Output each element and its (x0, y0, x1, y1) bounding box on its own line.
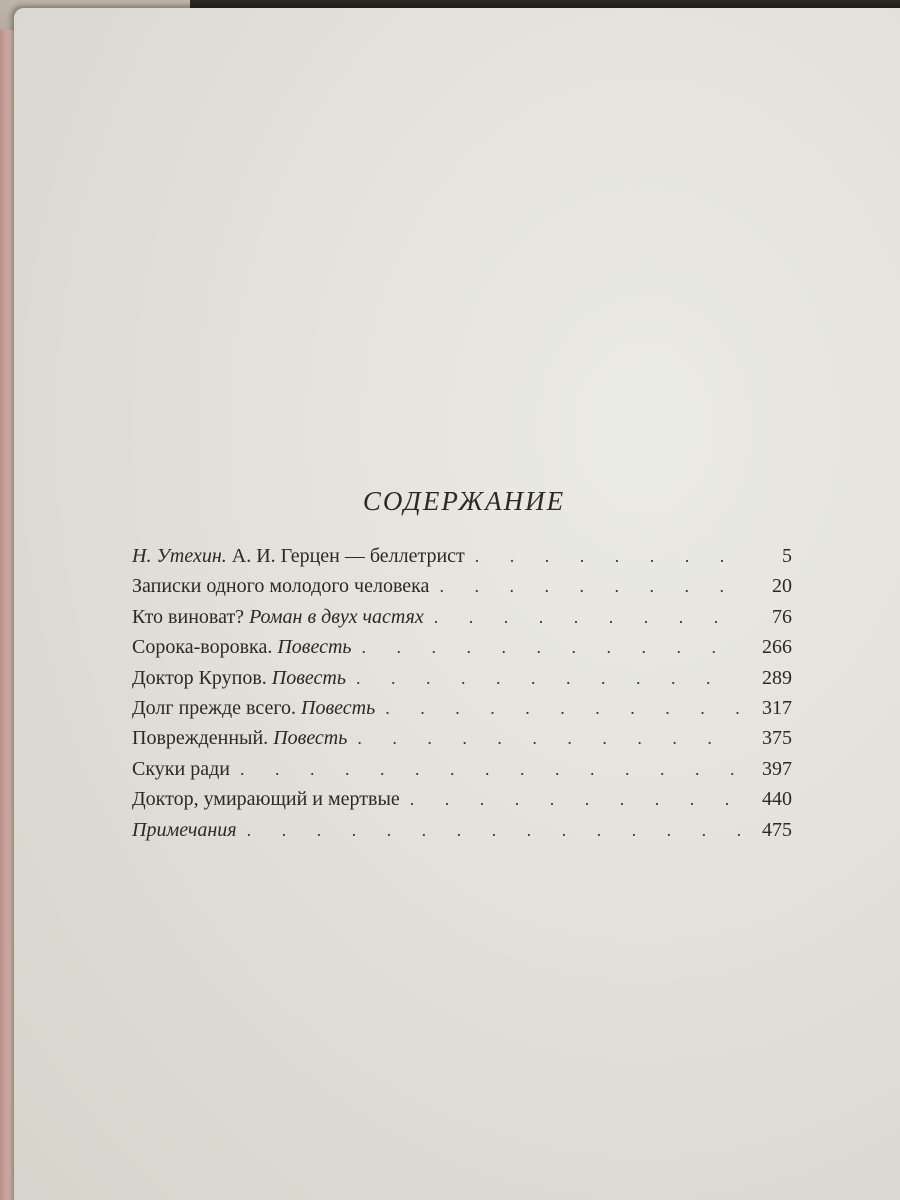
toc-dot-leader (434, 607, 740, 628)
toc-entry (132, 788, 792, 818)
toc-entry-author: Н. Утехин. (132, 545, 227, 567)
toc-entry (132, 636, 792, 666)
toc-entry (132, 575, 792, 605)
toc-entry-title: Кто виноват? (132, 605, 245, 628)
toc-entry (132, 697, 792, 727)
toc-entry-subtitle: Роман в двух частях (249, 605, 424, 628)
toc-entry-text (132, 788, 400, 811)
toc-entry-text (132, 819, 237, 842)
toc-page-number: 76 (772, 605, 792, 628)
toc-list (132, 545, 792, 849)
toc-entry-text (132, 727, 347, 750)
toc-dot-leader (356, 668, 740, 689)
toc-entry-title: Долг прежде всего. (132, 696, 297, 719)
toc-entry-subtitle: Повесть (273, 727, 348, 750)
toc-entry-text (132, 667, 346, 690)
toc-entry-title: Сорока-воровка. (132, 636, 273, 659)
toc-dot-leader (385, 698, 740, 719)
toc-entry (132, 727, 792, 757)
toc-entry-title: Скуки ради (132, 757, 230, 780)
toc-entry-subtitle: Повесть (271, 666, 346, 689)
toc-entry (132, 667, 792, 697)
toc-entry-title: Доктор, умирающий и мертвые (132, 788, 400, 811)
toc-page-number: 289 (762, 666, 792, 689)
toc-entry-title: Доктор Крупов. (132, 666, 267, 689)
toc-page-number: 375 (762, 727, 792, 750)
toc-entry-title: Поврежденный. (132, 727, 269, 750)
toc-page-number: 317 (762, 696, 792, 719)
toc-dot-leader (439, 576, 740, 597)
toc-entry-subtitle: Повесть (301, 696, 376, 719)
toc-entry-subtitle: Примечания (132, 818, 237, 841)
toc-entry-title: А. И. Герцен — беллетрист (231, 545, 465, 567)
toc-page-number: 397 (762, 757, 792, 780)
toc-entry (132, 758, 792, 788)
toc-dot-leader (362, 637, 740, 658)
toc-dot-leader (475, 546, 740, 567)
toc-title: СОДЕРЖАНИЕ (362, 486, 566, 516)
toc-entry-subtitle: Повесть (277, 636, 352, 659)
toc-page-number: 5 (782, 545, 792, 567)
toc-page-number: 20 (772, 575, 792, 598)
toc-dot-leader (410, 789, 740, 810)
toc-entry-text (132, 575, 429, 598)
toc-dot-leader (240, 759, 740, 780)
toc-entry (132, 606, 792, 636)
toc-entry (132, 545, 792, 575)
book-page (14, 8, 900, 1200)
toc-entry-text (132, 606, 424, 629)
toc-entry-text (132, 636, 352, 659)
toc-dot-leader (357, 728, 740, 749)
toc-entry-title: Записки одного молодого человека (132, 575, 430, 598)
table-of-contents (132, 486, 792, 849)
toc-entry-text (132, 758, 230, 781)
toc-entry-text (132, 697, 375, 720)
toc-dot-leader (247, 820, 740, 841)
toc-entry-text (132, 545, 465, 568)
toc-page-number: 475 (762, 818, 792, 841)
toc-page-number: 266 (762, 636, 792, 659)
toc-page-number: 440 (762, 788, 792, 811)
toc-entry (132, 819, 792, 849)
